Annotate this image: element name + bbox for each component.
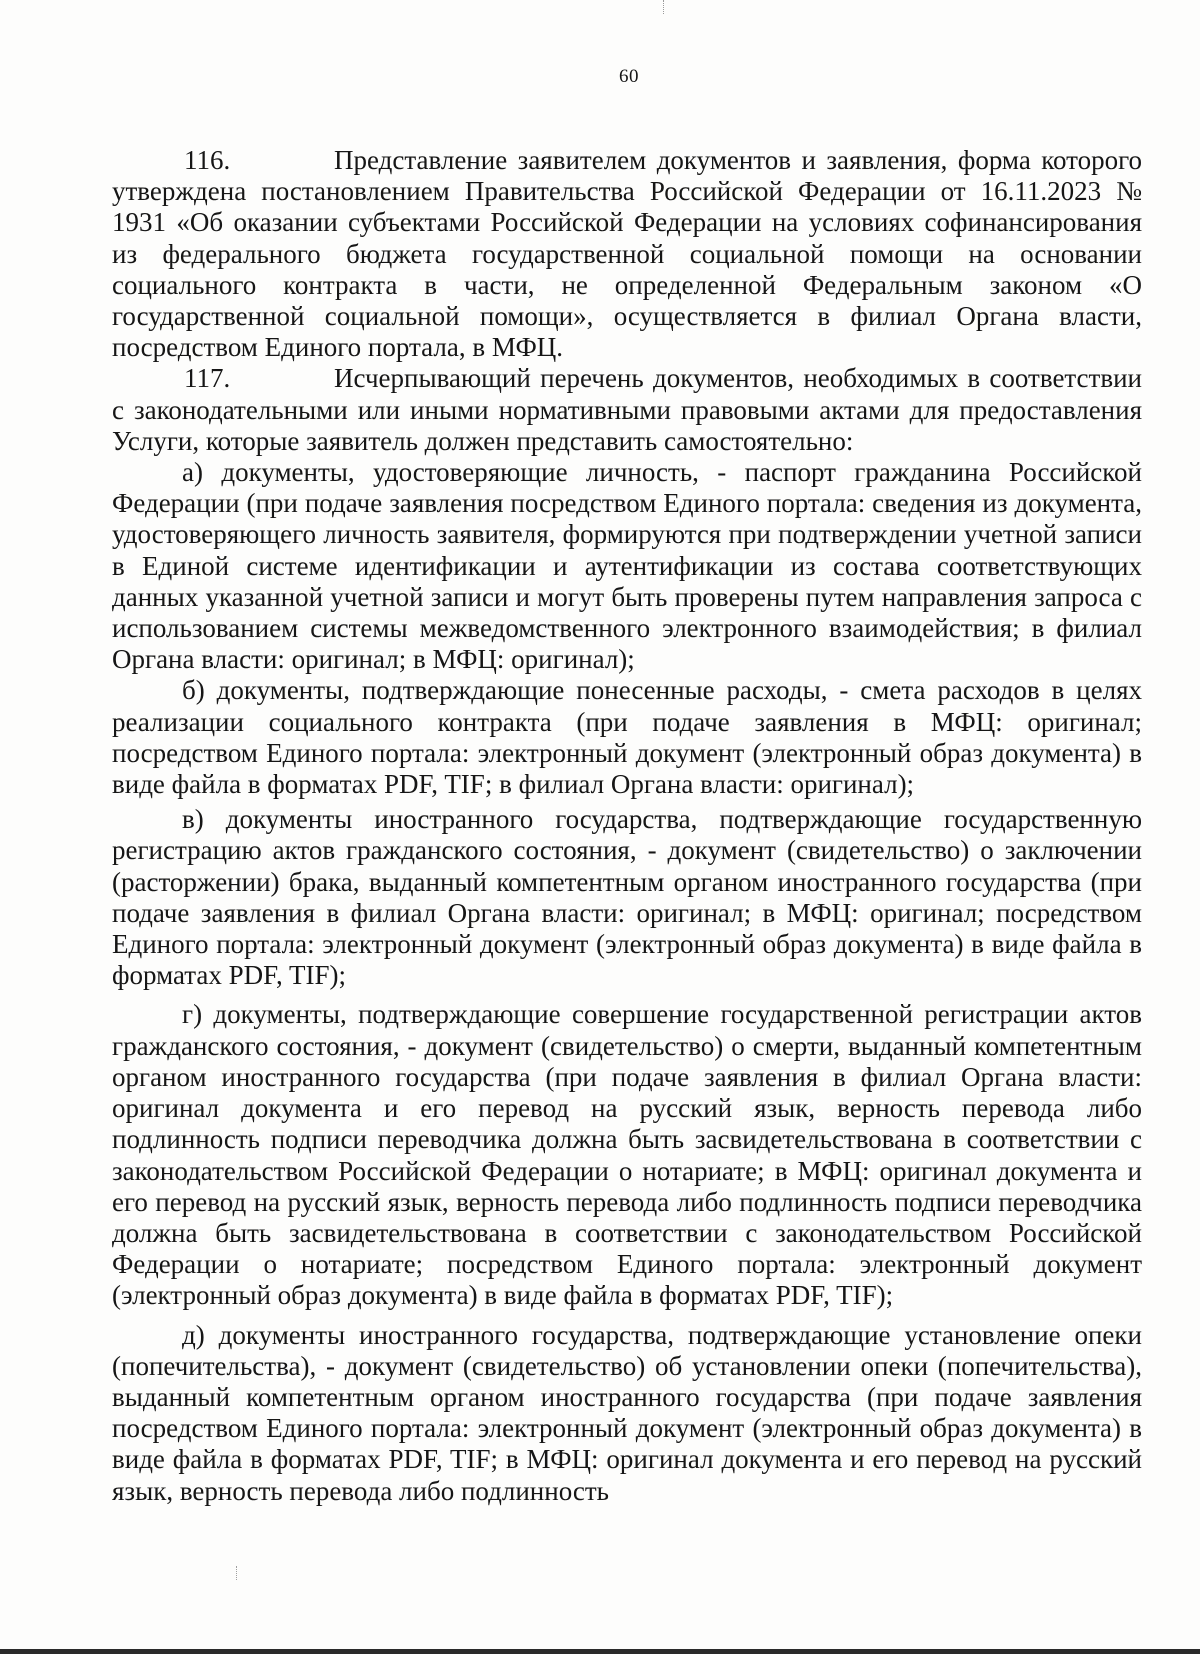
list-item-d: д) документы иностранного государства, подтверждающие установление опеки (попечительства), - документ (свидетельство) об установлении опеки (попечительства), выданный компетентным органом иностранного государства (при подаче заявления посредством Единого портала: электронный документ (электронный образ документа) в виде файла в форматах PDF, TIF; в МФЦ: оригинал документа и его перевод на русский язык, верность перевода либо подлинность xyxy=(112,1319,1142,1506)
paragraph-text: Представление заявителем документов и заявления, форма которого утверждена постановлением Правительства Российской Федерации от 16.11.2023 № 1931 «Об оказании субъектами Российской Федерации на условиях софинансирования из федерального бюджета государственной социальной помощи на основании социального контракта в части, не определенной Федеральным законом «О государственной социальной помощи», осуществляется в филиал Органа власти, посредством Единого портала, в МФЦ. xyxy=(112,145,1142,363)
document-body xyxy=(112,145,1142,1507)
list-item-b: б) документы, подтверждающие понесенные расходы, - смета расходов в целях реализации социального контракта (при подаче заявления в МФЦ: оригинал; посредством Единого портала: электронный документ (электронный образ документа) в виде файла в форматах PDF, TIF; в филиал Органа власти: оригинал); xyxy=(112,675,1142,800)
list-item-a: а) документы, удостоверяющие личность, - паспорт гражданина Российской Федерации (при подаче заявления посредством Единого портала: сведения из документа, удостоверяющего личность заявителя, формируются при подтверждении учетной записи в Единой системе идентификации и аутентификации из состава соответствующих данных указанной учетной записи и могут быть проверены путем направления запроса с использованием системы межведомственного электронного взаимодействия; в филиал Органа власти: оригинал; в МФЦ: оригинал); xyxy=(112,457,1142,675)
paragraph-117 xyxy=(112,363,1142,457)
paragraph-number: 117. xyxy=(184,363,231,394)
scan-artifact xyxy=(236,1566,238,1580)
paragraph-number: 116. xyxy=(184,145,231,175)
page-number: 60 xyxy=(619,66,639,87)
list-item-g: г) документы, подтверждающие совершение государственной регистрации актов гражданского состояния, - документ (свидетельство) о смерти, выданный компетентным органом иностранного государства (при подаче заявления в филиал Органа власти: оригинал документа и его перевод на русский язык, верность перевода либо подлинность подписи переводчика должна быть засвидетельствована в соответствии с законодательством Российской Федерации о нотариате; в МФЦ: оригинал документа и его перевод на русский язык, верность перевода либо подлинность подписи переводчика должна быть засвидетельствована в соответствии с законодательством Российской Федерации о нотариате; посредством Единого портала: электронный документ (электронный образ документа) в виде файла в форматах PDF, TIF); xyxy=(112,999,1142,1311)
paragraph-text: Исчерпывающий перечень документов, необходимых в соответствии с законодательными или иными нормативными правовыми актами для предоставления Услуги, которые заявитель должен представить самостоятельно: xyxy=(112,363,1142,456)
paragraph-116 xyxy=(112,145,1142,363)
scan-bottom-edge xyxy=(0,1649,1200,1654)
scan-artifact xyxy=(663,0,665,14)
list-item-v: в) документы иностранного государства, подтверждающие государственную регистрацию актов гражданского состояния, - документ (свидетельство) о заключении (расторжении) брака, выданный компетентным органом иностранного государства (при подаче заявления в филиал Органа власти: оригинал; в МФЦ: оригинал; посредством Единого портала: электронный документ (электронный образ документа) в виде файла в форматах PDF, TIF); xyxy=(112,804,1142,991)
